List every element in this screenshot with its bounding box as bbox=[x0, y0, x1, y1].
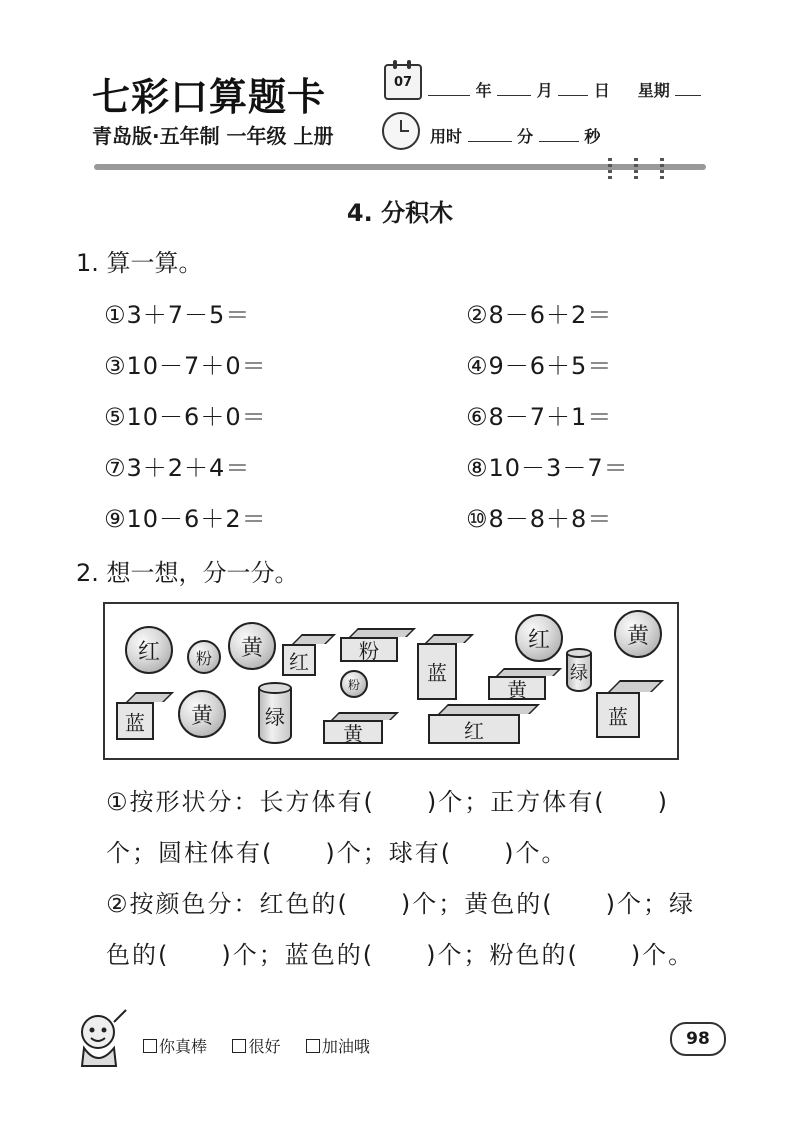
ball-yellow: 黄 bbox=[228, 622, 276, 670]
cylinder-green-label: 绿 bbox=[258, 688, 292, 744]
cuboid-yellow-2-label: 黄 bbox=[323, 720, 383, 744]
ball-pink: 粉 bbox=[340, 670, 368, 698]
cuboid-pink-label: 粉 bbox=[340, 637, 398, 662]
cuboid-yellow-label: 黄 bbox=[488, 676, 546, 700]
label-day: 日 bbox=[593, 81, 610, 100]
cylinder-green-small-label: 绿 bbox=[566, 653, 592, 692]
label-time-used: 用时 bbox=[430, 127, 463, 146]
label-year: 年 bbox=[475, 81, 492, 100]
divider-tick bbox=[660, 158, 664, 182]
cube-blue bbox=[596, 680, 652, 738]
part1-line1: ①按形状分：长方体有( )个；正方体有( ) bbox=[106, 788, 669, 816]
header-divider bbox=[94, 164, 706, 170]
problem-1: ①3＋7－5＝ bbox=[104, 301, 251, 329]
blocks-figure bbox=[103, 602, 679, 760]
cuboid-blue-tall bbox=[417, 634, 465, 700]
question-1-heading: 1. 算一算。 bbox=[76, 249, 203, 277]
divider-tick bbox=[608, 158, 612, 182]
cuboid-pink bbox=[340, 628, 406, 662]
cuboid-yellow bbox=[488, 668, 554, 700]
cuboid-yellow bbox=[323, 712, 391, 744]
label-weekday: 星期 bbox=[637, 81, 670, 100]
divider-tick bbox=[634, 158, 638, 182]
edition-label: 青岛版·五年制 一年级 上册 bbox=[92, 124, 334, 148]
cube-red-label: 红 bbox=[282, 644, 316, 676]
option-great[interactable]: 你真棒 bbox=[143, 1037, 207, 1056]
problem-6: ⑥8－7＋1＝ bbox=[466, 403, 613, 431]
ball-red: 红 bbox=[515, 614, 563, 662]
cube-blue bbox=[116, 692, 164, 740]
date-line bbox=[428, 78, 701, 101]
rating-options bbox=[143, 1034, 370, 1057]
problem-3: ③10－7＋0＝ bbox=[104, 352, 267, 380]
part2-line2: 色的( )个；蓝色的( )个；粉色的( )个。 bbox=[106, 941, 695, 969]
checkbox-icon bbox=[306, 1039, 320, 1053]
cuboid-red-long bbox=[428, 704, 530, 744]
problem-4: ④9－6＋5＝ bbox=[466, 352, 613, 380]
checkbox-icon bbox=[232, 1039, 246, 1053]
cuboid-blue-tall-label: 蓝 bbox=[417, 643, 457, 700]
mascot-icon bbox=[70, 1008, 132, 1068]
ball-pink: 粉 bbox=[187, 640, 221, 674]
clock-icon bbox=[382, 112, 420, 150]
calendar-icon bbox=[384, 64, 422, 100]
question-2-heading: 2. 想一想，分一分。 bbox=[76, 559, 299, 587]
option-keep-going[interactable]: 加油哦 bbox=[306, 1037, 370, 1056]
problem-8: ⑧10－3－7＝ bbox=[466, 454, 629, 482]
ball-red: 红 bbox=[125, 626, 173, 674]
part1-line2: 个；圆柱体有( )个；球有( )个。 bbox=[106, 839, 568, 867]
part2-line1: ②按颜色分：红色的( )个；黄色的( )个；绿 bbox=[106, 890, 695, 918]
cylinder-green-small bbox=[566, 648, 592, 692]
time-line bbox=[430, 124, 600, 147]
problem-2: ②8－6＋2＝ bbox=[466, 301, 613, 329]
problem-7: ⑦3＋2＋4＝ bbox=[104, 454, 251, 482]
label-minutes: 分 bbox=[517, 127, 534, 146]
cube-blue-label: 蓝 bbox=[116, 702, 154, 740]
label-seconds: 秒 bbox=[584, 127, 601, 146]
ball-yellow: 黄 bbox=[178, 690, 226, 738]
problem-9: ⑨10－6＋2＝ bbox=[104, 505, 267, 533]
cube-red bbox=[282, 634, 324, 676]
calendar-number: 07 bbox=[393, 75, 413, 90]
problem-5: ⑤10－6＋0＝ bbox=[104, 403, 267, 431]
lesson-title: 4. 分积木 bbox=[346, 199, 454, 227]
cylinder-green bbox=[258, 682, 292, 744]
cube-blue-2-label: 蓝 bbox=[596, 692, 640, 738]
brand-title: 七彩口算题卡 bbox=[92, 75, 327, 119]
page-number: 98 bbox=[670, 1022, 726, 1056]
option-good[interactable]: 很好 bbox=[232, 1037, 280, 1056]
label-month: 月 bbox=[536, 81, 553, 100]
ball-yellow: 黄 bbox=[614, 610, 662, 658]
cuboid-red-long-label: 红 bbox=[428, 714, 520, 744]
problem-10: ⑩8－8＋8＝ bbox=[466, 505, 613, 533]
checkbox-icon bbox=[143, 1039, 157, 1053]
